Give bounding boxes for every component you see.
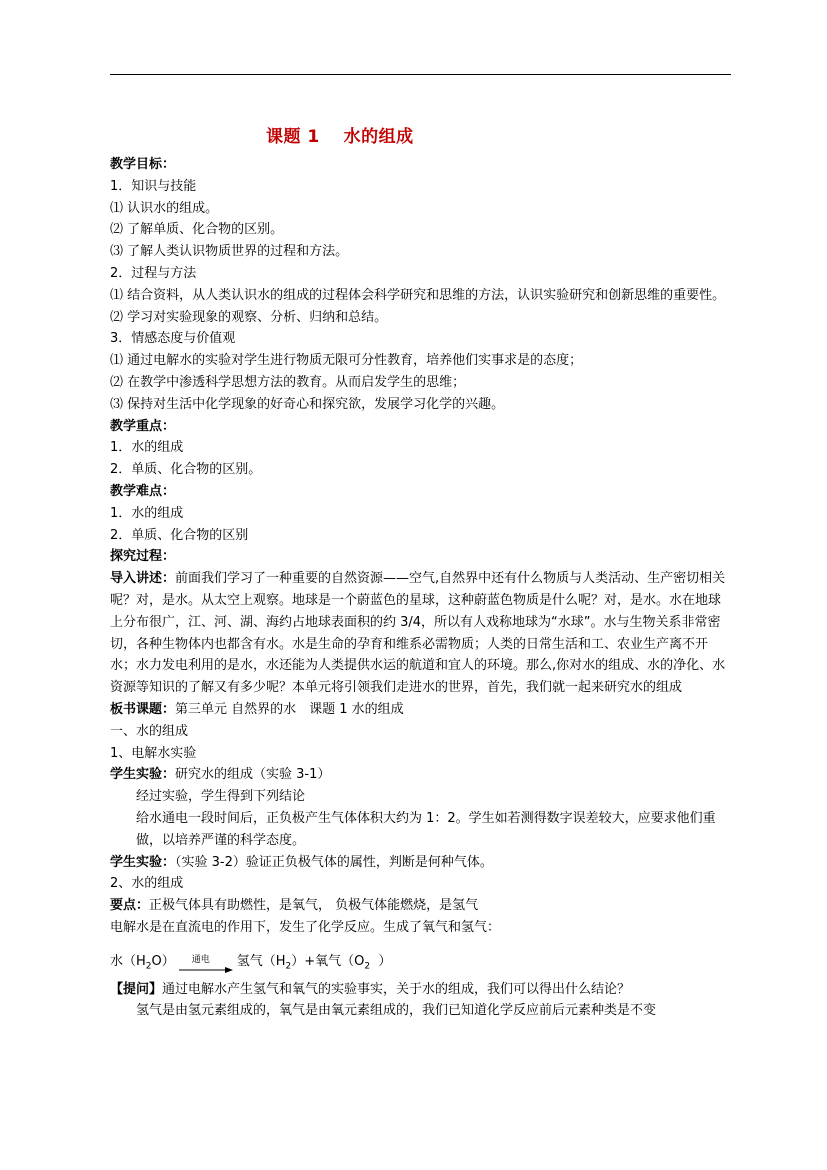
question-line [110, 979, 732, 1001]
experiment-text: （实验 3-2）验证正负极气体的属性，判断是何种气体。 [175, 854, 493, 870]
objective-item: ⑴ 通过电解水的实验对学生进行物质无限可分性教育，培养他们实事求是的态度； [110, 353, 583, 369]
header-rule [110, 74, 731, 75]
objective-item: ⑵ 了解单质、化合物的区别。 [110, 222, 284, 238]
objective-section-3: 3．情感态度与价值观 [110, 331, 236, 347]
objective-item: ⑴ 认识水的组成。 [110, 200, 219, 216]
reaction-arrow-icon [179, 954, 233, 976]
board-title-line [110, 699, 732, 721]
subsection-heading: 2、水的组成 [110, 876, 184, 892]
experiment-2-line [110, 852, 732, 874]
question-label: 【提问】 [110, 981, 163, 997]
subsection-heading: 1、电解水实验 [110, 745, 197, 761]
section-heading: 一、水的组成 [110, 723, 189, 739]
page-title: 课题 1 水的组成 [266, 127, 414, 147]
experiment-text: 研究水的组成（实验 3-1） [175, 767, 331, 783]
experiment-1-line [110, 764, 732, 786]
point-text: 正极气体具有助燃性，是氧气， 负极气体能燃烧，是氢气 [149, 898, 479, 914]
product-hydrogen: 氢气$(H_2)+$ [236, 954, 316, 972]
product-oxygen: 氧气（$O_2$ ） [315, 954, 392, 972]
reactant-water: 水$(H_2O)$ [110, 954, 175, 972]
key-point-item: 1．水的组成 [110, 440, 184, 456]
electrolysis-line: 电解水是在直流电的作用下，发生了化学反应。生成了氧气和氢气： [110, 919, 501, 935]
question-text: 通过电解水产生氢气和氧气的实验事实，关于水的组成，我们可以得出什么结论？ [162, 981, 631, 997]
point-label: 要点： [110, 898, 150, 914]
experiment-label: 学生实验： [110, 854, 176, 870]
key-point-line [110, 895, 732, 917]
conclusion-line: 氢气是由氢元素组成的，氧气是由氧元素组成的，我们已知道化学反应前后元素种类是不变 [136, 1003, 657, 1019]
objective-item: ⑵ 在教学中渗透科学思想方法的教育。从而启发学生的思维； [110, 374, 466, 390]
objective-item: ⑶ 了解人类认识物质世界的过程和方法。 [110, 244, 349, 260]
key-points-heading: 教学重点： [110, 418, 176, 434]
difficulty-item: 2．单质、化合物的区别 [110, 527, 249, 543]
intro-text: 前面我们学习了一种重要的自然资源——空气,自然界中还有什么物质与人类活动、生产密切相关呢？对，是水。从太空上观察。地球是一个蔚蓝色的星球，这种蔚蓝色物质是什么呢？对，是水。水在地球上分布很广，江、河、湖、海约占地球表面积的约 3/4，所以有人戏称地球为“水球”。水与生物关系非常密切，各种生物体内也都含有水。水是生命的孕育和维系必需物质；人类的日常生活和工、农业生产离不开水；水力发电利用的是水，水还能为人类提供水运的航道和宜人的环境。那么,你对水的组成、水的净化、水资源等知识的了解又有多少呢？本单元将引领我们走进水的世界，首先，我们就一起来研究水的组成 [110, 571, 726, 696]
process-heading: 探究过程： [110, 549, 176, 565]
intro-paragraph [110, 568, 732, 699]
key-point-item: 2．单质、化合物的区别。 [110, 462, 262, 478]
board-label: 板书课题： [110, 701, 176, 717]
board-text: 第三单元 自然界的水 课题 1 水的组成 [175, 701, 404, 717]
electrolysis-equation [110, 941, 732, 979]
intro-label: 导入讲述： [110, 571, 176, 587]
difficulty-item: 1．水的组成 [110, 505, 184, 521]
objective-item: ⑵ 学习对实验现象的观察、分析、归纳和总结。 [110, 309, 388, 325]
document-body [110, 154, 732, 1022]
result-line: 经过实验，学生得到下列结论 [136, 789, 306, 805]
objective-section-1: 1．知识与技能 [110, 178, 197, 194]
result-paragraph: 给水通电一段时间后，正负极产生气体体积大约为 1：2。学生如若测得数字误差较大，应要求他们重做，以培养严谨的科学态度。 [136, 810, 716, 848]
objectives-heading: 教学目标： [110, 157, 176, 172]
experiment-label: 学生实验： [110, 767, 176, 783]
objective-section-2: 2．过程与方法 [110, 265, 197, 281]
reaction-condition: 通电 [191, 954, 210, 965]
objective-item: ⑶ 保持对生活中化学现象的好奇心和探究欲，发展学习化学的兴趣。 [110, 396, 505, 412]
objective-item: ⑴ 结合资料，从人类认识水的组成的过程体会科学研究和思维的方法，认识实验研究和创新思维的重要性。 [110, 287, 726, 303]
difficulties-heading: 教学难点： [110, 483, 176, 499]
